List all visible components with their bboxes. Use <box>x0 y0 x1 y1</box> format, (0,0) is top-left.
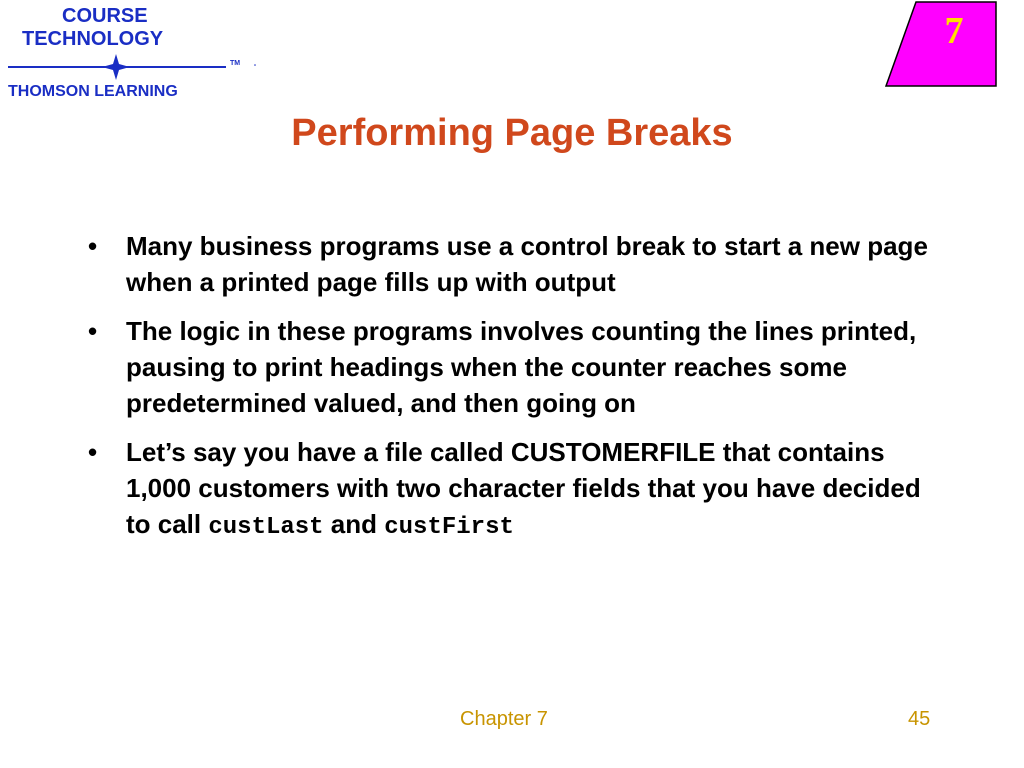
logo-text-course: COURSE <box>62 5 148 27</box>
bullet-text: The logic in these programs involves counting the lines printed, pausing to print headings when the counter reaches some predetermined valued, and then going on <box>126 316 917 418</box>
slide-title: Performing Page Breaks <box>291 112 733 154</box>
bullet-dot-icon: • <box>88 437 98 467</box>
logo-text-technology: TECHNOLOGY <box>22 28 164 50</box>
code-cust-last: custLast <box>208 514 324 541</box>
bullet-list <box>88 228 948 559</box>
course-technology-logo <box>0 0 262 108</box>
footer-chapter-label: Chapter 7 <box>460 708 548 730</box>
footer-page-number: 45 <box>908 708 931 730</box>
bullet-text: Many business programs use a control break to start a new page when a printed page fills up with output <box>126 231 928 297</box>
bullet-dot-icon: • <box>88 231 98 261</box>
logo-trademark: TM <box>230 60 241 67</box>
bullet-text: Let’s say you have a file called CUSTOMERFILE that contains 1,000 customers with two character fields that you have decided to call <box>126 437 921 539</box>
chapter-badge <box>884 0 1024 90</box>
code-cust-first: custFirst <box>384 514 514 541</box>
logo-star-icon <box>0 52 262 82</box>
logo-text-thomson-learning: THOMSON LEARNING <box>8 83 178 100</box>
bullet-item <box>88 313 948 421</box>
bullet-text-and: and <box>323 509 385 539</box>
bullet-item <box>88 228 948 300</box>
bullet-item <box>88 434 948 546</box>
bullet-dot-icon: • <box>88 316 98 346</box>
chapter-badge-number: 7 <box>944 10 964 52</box>
